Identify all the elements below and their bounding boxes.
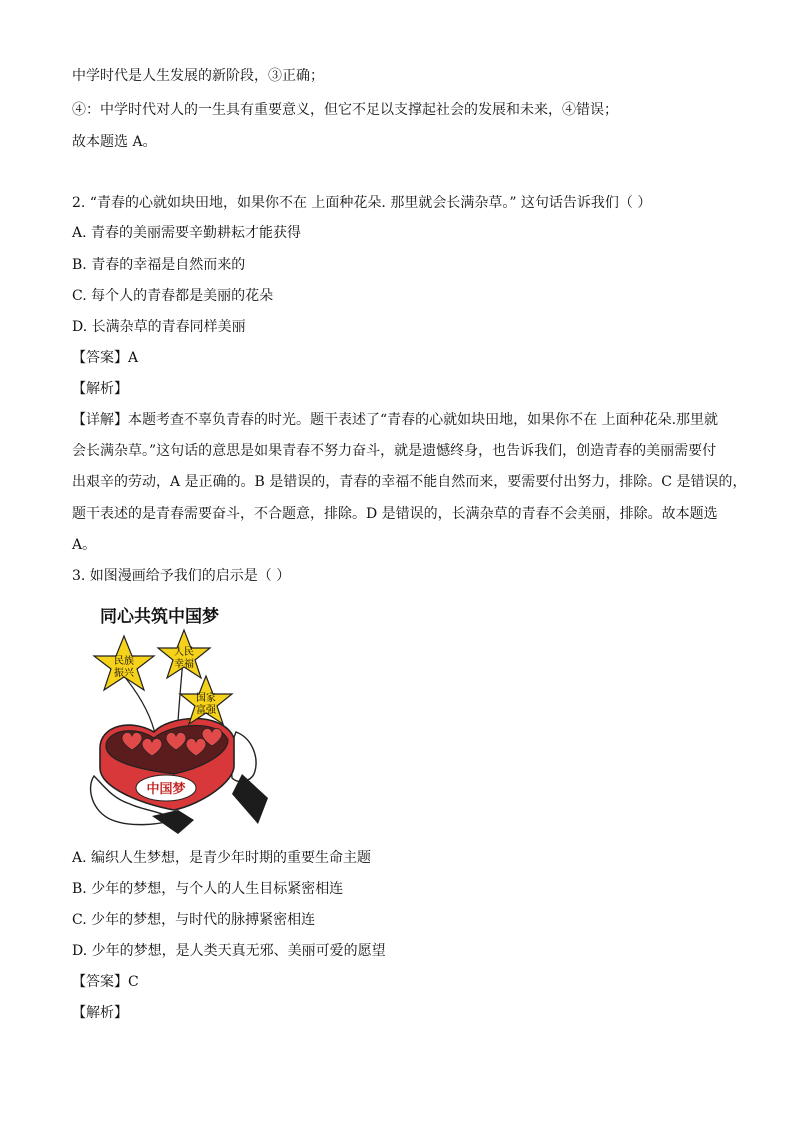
q2-analysis-label: 【解析】: [72, 381, 128, 397]
star-3-line-1: 国家: [196, 693, 216, 704]
star-3-line-2: 富强: [196, 705, 216, 716]
q2-option-d: D. 长满杂草的青春同样美丽: [72, 319, 246, 335]
star-2-line-1: 人民: [174, 647, 194, 658]
q3-option-c: C. 少年的梦想，与时代的脉搏紧密相连: [72, 912, 316, 928]
q2-answer: 【答案】A: [72, 350, 139, 366]
q3-answer: 【答案】C: [72, 974, 139, 990]
q3-option-a: A. 编织人生梦想，是青少年时期的重要生命主题: [72, 850, 372, 866]
q3-option-b: B. 少年的梦想，与个人的人生目标紧密相连: [72, 881, 344, 897]
star-2-line-2: 幸福: [174, 659, 194, 670]
q2-detail-line-4: 题干表述的是青春需要奋斗，不合题意，排除。D 是错误的，长满杂草的青春不会美丽，排除。故本题选: [72, 506, 718, 522]
q3-option-d: D. 少年的梦想，是人类天真无邪、美丽可爱的愿望: [72, 943, 386, 959]
china-dream-cartoon: [82, 598, 272, 838]
q2-option-a: A. 青春的美丽需要辛勤耕耘才能获得: [72, 225, 302, 241]
q2-detail-line-5: A。: [72, 537, 97, 553]
q2-option-c: C. 每个人的青春都是美丽的花朵: [72, 288, 274, 304]
q2-option-b: B. 青春的幸福是自然而来的: [72, 257, 246, 273]
prev-line-2: ④：中学时代对人的一生具有重要意义，但它不足以支撑起社会的发展和未来，④错误；: [72, 102, 618, 118]
star-1-line-2: 振兴: [114, 668, 134, 679]
box-label: 中国梦: [146, 782, 186, 797]
q2-detail-line-2: 会长满杂草。”这句话的意思是如果青春不努力奋斗，就是遗憾终身，也告诉我们，创造青春的美丽需要付: [72, 443, 717, 459]
q2-stem: 2. “青春的心就如块田地，如果你不在 上面种花朵. 那里就会长满杂草。” 这句话告诉我们（ ）: [72, 195, 652, 211]
q2-detail-line-1: 【详解】本题考查不辜负青春的时光。题干表述了“青春的心就如块田地，如果你不在 上面种花朵.那里就: [72, 412, 719, 428]
q2-detail-line-3: 出艰辛的劳动，A 是正确的。B 是错误的，青春的幸福不能自然而来，要需要付出努力，排除。C 是错误的，: [72, 474, 747, 490]
q3-analysis-label: 【解析】: [72, 1005, 128, 1021]
star-1-line-1: 民族: [114, 656, 134, 667]
prev-line-3: 故本题选 A。: [72, 134, 157, 150]
q3-stem: 3. 如图漫画给予我们的启示是（ ）: [72, 568, 291, 584]
prev-line-1: 中学时代是人生发展的新阶段，③正确；: [72, 68, 324, 84]
cartoon-title: 同心共筑中国梦: [100, 607, 219, 627]
